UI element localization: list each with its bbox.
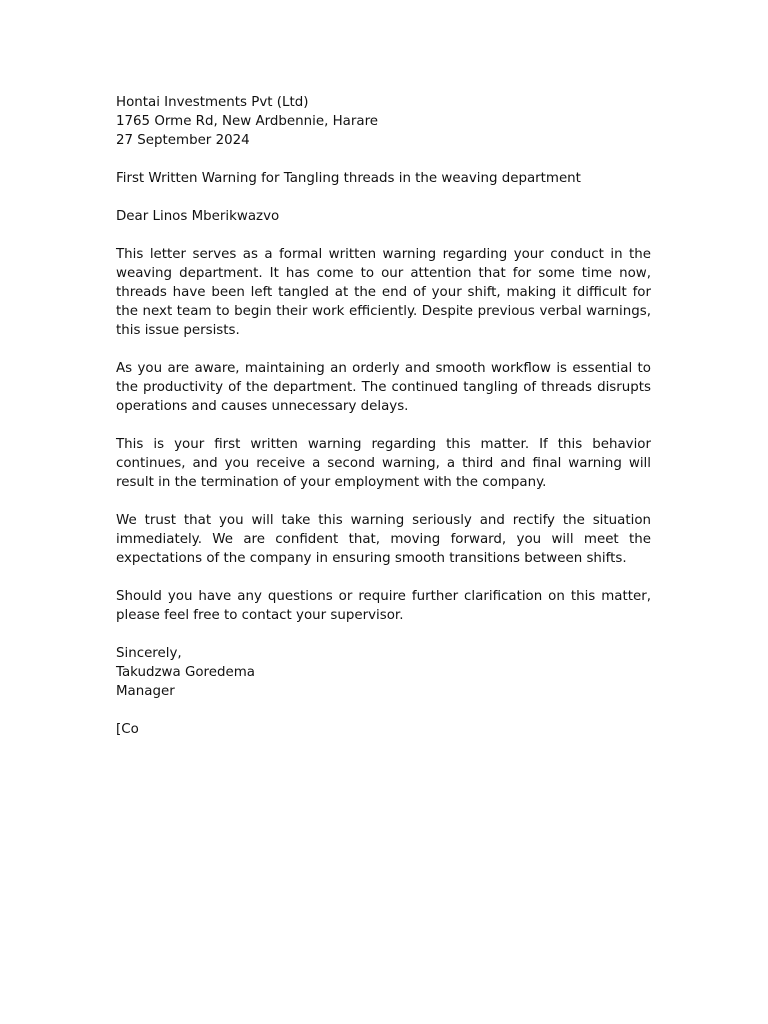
company-address: 1765 Orme Rd, New Ardbennie, Harare xyxy=(116,114,379,129)
spacer xyxy=(116,568,651,587)
spacer xyxy=(116,701,651,720)
body-paragraph-4: We trust that you will take this warning seriously and rectify the situation immediately. We are confident that, moving forward, you will meet the expectations of the company in ensuring smooth transitions between shifts. xyxy=(116,513,651,566)
body-paragraph-2: As you are aware, maintaining an orderly and smooth workflow is essential to the productivity of the department. The continued tangling of threads disrupts operations and causes unnecessary delays. xyxy=(116,361,651,414)
letter-document xyxy=(116,93,651,739)
spacer xyxy=(116,492,651,511)
spacer xyxy=(116,150,651,169)
spacer xyxy=(116,226,651,245)
company-name: Hontai Investments Pvt (Ltd) xyxy=(116,95,309,110)
salutation: Dear Linos Mberikwazvo xyxy=(116,209,280,224)
spacer xyxy=(116,340,651,359)
signer-title: Manager xyxy=(116,684,175,699)
body-paragraph-1: This letter serves as a formal written warning regarding your conduct in the weaving department. It has come to our attention that for some time now, threads have been left tangled at the end of your shift, making it difficult for the next team to begin their work efficiently. Despite previous verbal warnings, this issue persists. xyxy=(116,247,651,338)
letter-subject: First Written Warning for Tangling threads in the weaving department xyxy=(116,171,581,186)
closing: Sincerely, xyxy=(116,646,182,661)
letter-date: 27 September 2024 xyxy=(116,133,250,148)
signer-name: Takudzwa Goredema xyxy=(116,665,255,680)
spacer xyxy=(116,188,651,207)
body-paragraph-5: Should you have any questions or require further clarification on this matter, please feel free to contact your supervisor. xyxy=(116,589,651,623)
trailing-fragment: [Co xyxy=(116,722,139,737)
body-paragraph-3: This is your first written warning regarding this matter. If this behavior continues, and you receive a second warning, a third and final warning will result in the termination of your employment with the company. xyxy=(116,437,651,490)
spacer xyxy=(116,416,651,435)
spacer xyxy=(116,625,651,644)
